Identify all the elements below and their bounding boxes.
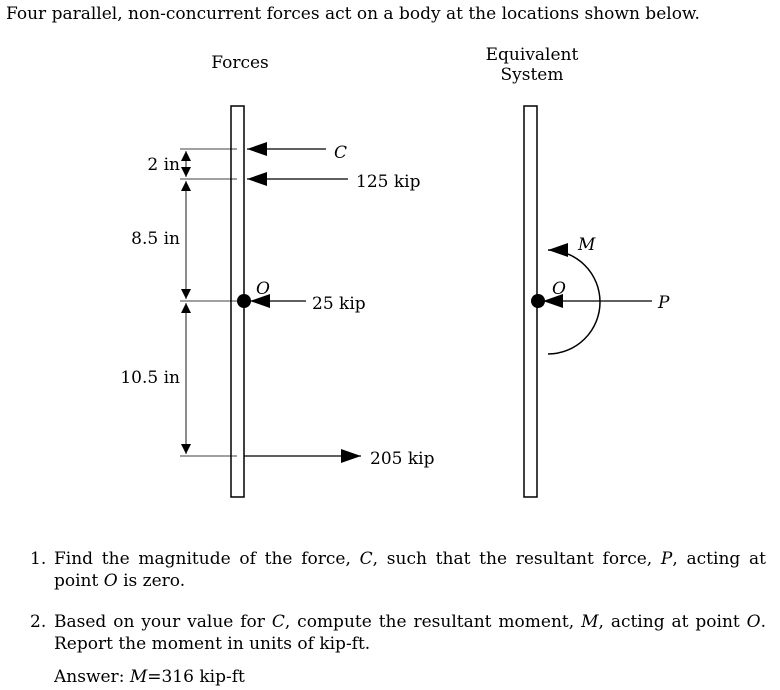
moment-m-label: M — [578, 235, 596, 255]
answer-symbol: M — [129, 667, 148, 687]
question-1-number: 1. — [30, 549, 47, 569]
dim-label-8-5in: 8.5 in — [131, 229, 180, 249]
dim-label-10-5in: 10.5 in — [120, 368, 180, 388]
question-2-number: 2. — [30, 612, 47, 632]
equivalent-title-line1: Equivalent — [485, 45, 579, 65]
forces-title: Forces — [211, 53, 269, 73]
answer-value: =316 kip-ft — [147, 667, 245, 687]
equivalent-point-o-dot — [531, 294, 545, 308]
question-1-text: Find the magnitude of the force, C, such that the resultant force, P, acting at point O is zero. — [54, 549, 766, 591]
answer-prefix: Answer: — [54, 667, 130, 687]
moment-m-arc — [548, 250, 600, 354]
dim-label-2in: 2 in — [147, 155, 180, 175]
force-c-label: C — [334, 143, 348, 163]
answer-line — [54, 666, 245, 688]
question-1 — [30, 548, 766, 592]
force-125-label: 125 kip — [356, 172, 421, 192]
intro-text: Four parallel, non-concurrent forces act on a body at the locations shown below. — [6, 4, 700, 24]
question-2 — [30, 611, 766, 655]
point-o-label: O — [256, 279, 270, 299]
force-205-label: 205 kip — [370, 449, 435, 469]
force-25-label: 25 kip — [312, 294, 366, 314]
question-2-text: Based on your value for C, compute the resultant moment, M, acting at point O. Report the moment in units of kip-ft. — [54, 612, 766, 654]
equivalent-title-line2: System — [500, 65, 564, 85]
point-o-dot — [237, 294, 251, 308]
equivalent-point-o-label: O — [552, 279, 566, 299]
force-p-label: P — [658, 293, 670, 313]
